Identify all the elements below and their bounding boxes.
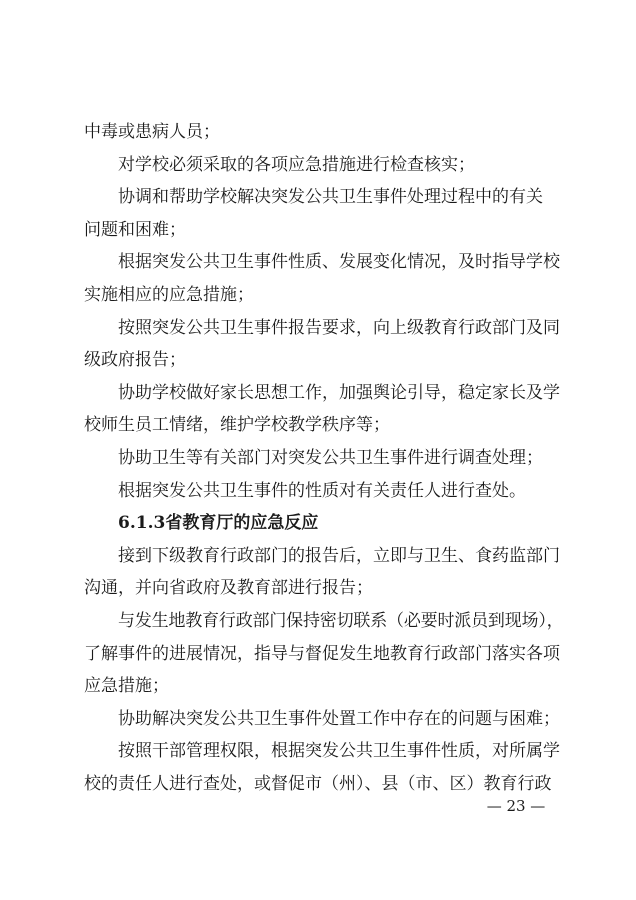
text-line: 协助学校做好家长思想工作，加强舆论引导，稳定家长及学 xyxy=(118,382,560,403)
page-number: — 23 — xyxy=(486,797,546,815)
text-line: 接到下级教育行政部门的报告后，立即与卫生、食药监部门 xyxy=(118,545,560,566)
text-line: 协助卫生等有关部门对突发公共卫生事件进行调查处理； xyxy=(118,447,543,468)
text-line: 了解事件的进展情况，指导与督促发生地教育行政部门落实各项 xyxy=(84,643,560,664)
section-heading: 6.1.3省教育厅的应急反应 xyxy=(118,513,319,534)
text-line: 根据突发公共卫生事件的性质对有关责任人进行查处。 xyxy=(118,480,526,501)
text-line: 与发生地教育行政部门保持密切联系（必要时派员到现场）， xyxy=(118,610,564,631)
text-line: 协调和帮助学校解决突发公共卫生事件处理过程中的有关 xyxy=(118,187,543,208)
text-line: 实施相应的应急措施； xyxy=(84,284,254,305)
text-line: 级政府报告； xyxy=(84,350,186,371)
text-line: 对学校必须采取的各项应急措施进行检查核实； xyxy=(118,154,475,175)
text-line: 应急措施； xyxy=(84,676,169,697)
text-line: 问题和困难； xyxy=(84,219,186,240)
text-line: 根据突发公共卫生事件性质、发展变化情况，及时指导学校 xyxy=(118,252,560,273)
text-line: 协助解决突发公共卫生事件处置工作中存在的问题与困难； xyxy=(118,708,560,729)
text-line: 按照突发公共卫生事件报告要求，向上级教育行政部门及同 xyxy=(118,317,560,338)
text-line: 校的责任人进行查处，或督促市（州）、县（市、区）教育行政 xyxy=(84,773,552,794)
text-line: 沟通，并向省政府及教育部进行报告； xyxy=(84,578,373,599)
document-body xyxy=(84,116,564,800)
text-line: 中毒或患病人员； xyxy=(84,122,220,142)
text-line: 校师生员工情绪，维护学校教学秩序等； xyxy=(84,415,390,436)
text-line: 按照干部管理权限，根据突发公共卫生事件性质，对所属学 xyxy=(118,741,560,762)
